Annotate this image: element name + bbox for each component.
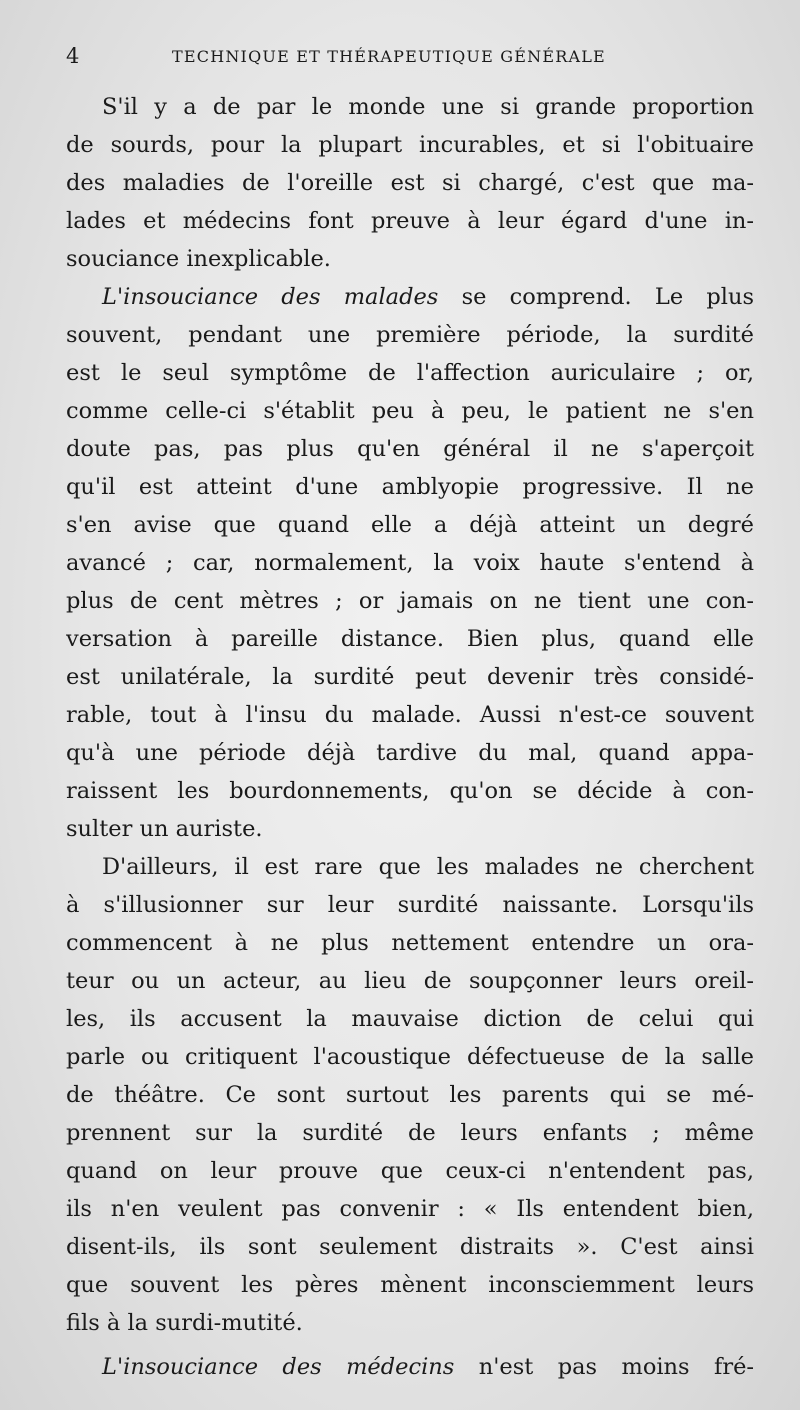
text-line: plus de cent mètres ; or jamais on ne tient une con-: [66, 588, 754, 614]
italic-phrase: L'insouciance des médecins: [102, 1354, 455, 1380]
text-line: de théâtre. Ce sont surtout les parents qui se mé-: [66, 1082, 754, 1108]
text-line: sulter un auriste.: [66, 816, 263, 842]
text-line: les, ils accusent la mauvaise diction de celui qui: [66, 1006, 754, 1032]
text-line: raissent les bourdonnements, qu'on se décide à con-: [66, 778, 754, 804]
text-line: rable, tout à l'insu du malade. Aussi n'est-ce souvent: [66, 702, 754, 728]
text-line: S'il y a de par le monde une si grande proportion: [102, 94, 754, 120]
text-line: commencent à ne plus nettement entendre un ora-: [66, 930, 754, 956]
running-title: TECHNIQUE ET THÉRAPEUTIQUE GÉNÉRALE: [172, 47, 606, 66]
text-line: D'ailleurs, il est rare que les malades ne cherchent: [102, 854, 754, 880]
text-line: des maladies de l'oreille est si chargé, c'est que ma-: [66, 170, 754, 196]
text-segment: se comprend. Le plus: [438, 284, 754, 310]
text-line: souciance inexplicable.: [66, 246, 331, 272]
italic-phrase: L'insouciance des malades: [102, 284, 439, 310]
text-line: [66, 1348, 754, 1386]
text-line: fils à la surdi-mutité.: [66, 1310, 303, 1336]
text-line: qu'il est atteint d'une amblyopie progressive. Il ne: [66, 474, 754, 500]
text-line: à s'illusionner sur leur surdité naissante. Lorsqu'ils: [66, 892, 754, 918]
text-line: avancé ; car, normalement, la voix haute s'entend à: [66, 550, 754, 576]
text-line: qu'à une période déjà tardive du mal, quand appa-: [66, 740, 754, 766]
body-text: [66, 88, 754, 1386]
text-line: s'en avise que quand elle a déjà atteint un degré: [66, 512, 754, 538]
text-line: est unilatérale, la surdité peut devenir très considé-: [66, 664, 754, 690]
text-segment: n'est pas moins fré-: [454, 1354, 754, 1380]
text-line: est le seul symptôme de l'affection auriculaire ; or,: [66, 360, 754, 386]
text-line: quand on leur prouve que ceux-ci n'entendent pas,: [66, 1158, 754, 1184]
text-line: de sourds, pour la plupart incurables, et si l'obituaire: [66, 132, 754, 158]
text-line: [66, 278, 754, 316]
text-line: lades et médecins font preuve à leur égard d'une in-: [66, 208, 754, 234]
text-line: que souvent les pères mènent inconsciemment leurs: [66, 1272, 754, 1298]
text-line: ils n'en veulent pas convenir : « Ils entendent bien,: [66, 1196, 754, 1222]
text-line: prennent sur la surdité de leurs enfants ; même: [66, 1120, 754, 1146]
text-line: versation à pareille distance. Bien plus, quand elle: [66, 626, 754, 652]
text-line: disent-ils, ils sont seulement distraits ». C'est ainsi: [66, 1234, 754, 1260]
text-line: souvent, pendant une première période, la surdité: [66, 322, 754, 348]
page-number: 4: [66, 44, 80, 68]
text-line: doute pas, pas plus qu'en général il ne s'aperçoit: [66, 436, 754, 462]
text-line: parle ou critiquent l'acoustique défectueuse de la salle: [66, 1044, 754, 1070]
text-line: teur ou un acteur, au lieu de soupçonner leurs oreil-: [66, 968, 754, 994]
text-line: comme celle-ci s'établit peu à peu, le patient ne s'en: [66, 398, 754, 424]
